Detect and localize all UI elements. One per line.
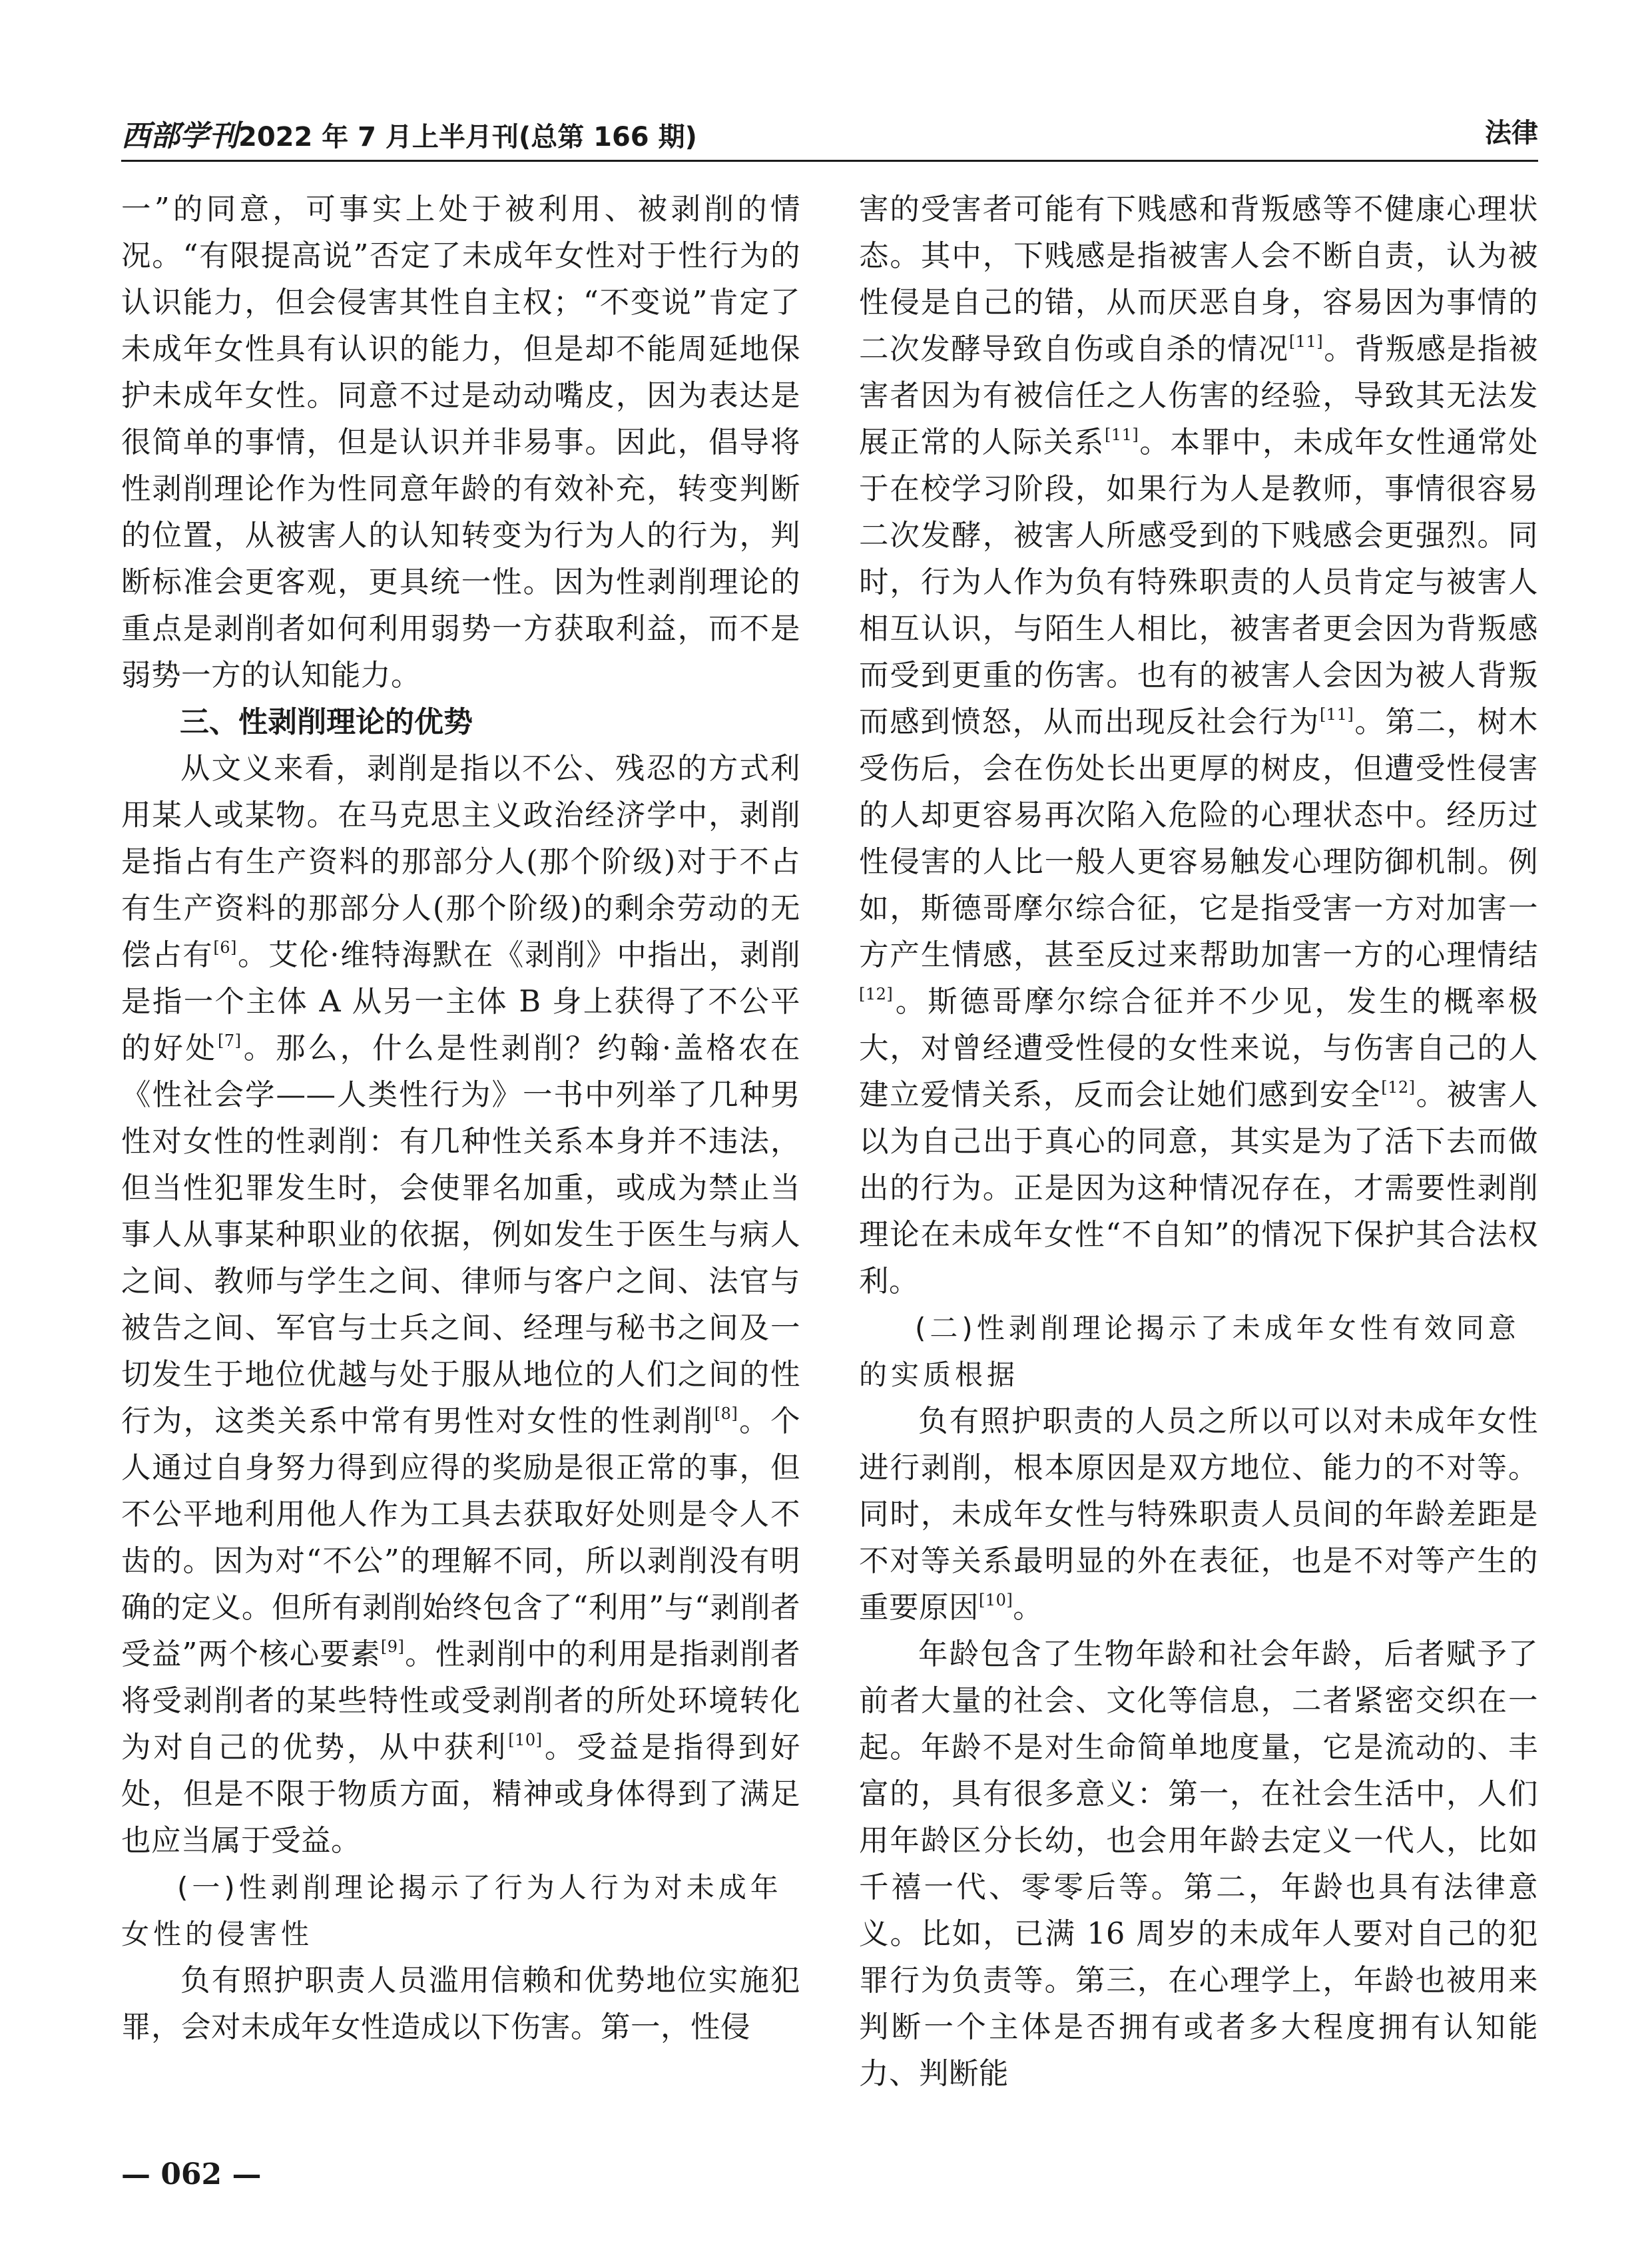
citation: [12] bbox=[859, 985, 894, 1003]
citation: [10] bbox=[979, 1591, 1013, 1609]
issue-label: 2022 年 7 月上半月刊(总第 166 期) bbox=[238, 122, 697, 152]
right-column bbox=[859, 186, 1538, 2104]
journal-logo: 西部学刊 bbox=[121, 119, 238, 153]
subsection-heading: (二)性剥削理论揭示了未成年女性有效同意的实质根据 bbox=[859, 1312, 1520, 1391]
citation: [6] bbox=[213, 938, 237, 957]
journal-issue bbox=[121, 112, 697, 154]
citation: [7] bbox=[217, 1031, 242, 1050]
subsection-heading: (一)性剥削理论揭示了行为人行为对未成年女性的侵害性 bbox=[121, 1871, 782, 1950]
citation: [11] bbox=[1319, 705, 1354, 724]
citation: [10] bbox=[508, 1731, 543, 1749]
running-header bbox=[121, 112, 1538, 152]
citation: [8] bbox=[714, 1404, 738, 1423]
left-column bbox=[121, 186, 800, 2104]
paragraph: 负有照护职责人员滥用信赖和优势地位实施犯罪，会对未成年女性造成以下伤害。第一，性侵 bbox=[121, 1964, 800, 2044]
paragraph: 害的受害者可能有下贱感和背叛感等不健康心理状态。其中，下贱感是指被害人会不断自责，认为被性侵是自己的错，从而厌恶自身，容易因为事情的二次发酵导致自伤或自杀的情况[11]。背叛感是指被害者因为有被信任之人伤害的经验，导致其无法发展正常的人际关系[11]。本罪中，未成年女性通常处于在校学习阶段，如果行为人是教师，事情很容易二次发酵，被害人所感受到的下贱感会更强烈。同时，行为人作为负有特殊职责的人员肯定与被害人相互认识，与陌生人相比，被害者更会因为背叛感而受到更重的伤害。也有的被害人会因为被人背叛而感到愤怒，从而出现反社会行为[11]。第二，树木受伤后，会在伤处长出更厚的树皮，但遭受性侵害的人却更容易再次陷入危险的心理状态中。经历过性侵害的人比一般人更容易触发心理防御机制。例如，斯德哥摩尔综合征，它是指受害一方对加害一方产生情感，甚至反过来帮助加害一方的心理情结[12]。斯德哥摩尔综合征并不少见，发生的概率极大，对曾经遭受性侵的女性来说，与伤害自己的人建立爱情关系，反而会让她们感到安全[12]。被害人以为自己出于真心的同意，其实是为了活下去而做出的行为。正是因为这种情况存在，才需要性剥削理论在未成年女性“不自知”的情况下保护其合法权利。 bbox=[859, 192, 1538, 1298]
paragraph: 年龄包含了生物年龄和社会年龄，后者赋予了前者大量的社会、文化等信息，二者紧密交织在一起。年龄不是对生命简单地度量，它是流动的、丰富的，具有很多意义：第一，在社会生活中，人们用年龄区分长幼，也会用年龄去定义一代人，比如千禧一代、零零后等。第二，年龄也具有法律意义。比如，已满 16 周岁的未成年人要对自己的犯罪行为负责等。第三，在心理学上，年龄也被用来判断一个主体是否拥有或者多大程度拥有认知能力、判断能 bbox=[859, 1637, 1538, 2091]
citation: [12] bbox=[1381, 1078, 1416, 1097]
page-number: — 062 — bbox=[121, 2157, 262, 2191]
citation: [9] bbox=[380, 1637, 405, 1656]
paragraph: 负有照护职责的人员之所以可以对未成年女性进行剥削，根本原因是双方地位、能力的不对等。同时，未成年女性与特殊职责人员间的年龄差距是不对等关系最明显的外在表征，也是不对等产生的重要原因[10]。 bbox=[859, 1404, 1538, 1625]
paragraph: 一”的同意，可事实上处于被利用、被剥削的情况。“有限提高说”否定了未成年女性对于性行为的认识能力，但会侵害其性自主权；“不变说”肯定了未成年女性具有认识的能力，但是却不能周延地保护未成年女性。同意不过是动动嘴皮，因为表达是很简单的事情，但是认识并非易事。因此，倡导将性剥削理论作为性同意年龄的有效补充，转变判断的位置，从被害人的认知转变为行为人的行为，判断标准会更客观，更具统一性。因为性剥削理论的重点是剥削者如何利用弱势一方获取利益，而不是弱势一方的认知能力。 bbox=[121, 192, 800, 693]
citation: [11] bbox=[1105, 425, 1139, 444]
header-rule bbox=[121, 160, 1538, 162]
citation: [11] bbox=[1288, 332, 1324, 351]
section-heading: 三、性剥削理论的优势 bbox=[180, 705, 473, 739]
section-label: 法律 bbox=[1485, 118, 1538, 148]
paragraph: 从文义来看，剥削是指以不公、残忍的方式利用某人或某物。在马克思主义政治经济学中，剥削是指占有生产资料的那部分人(那个阶级)对于不占有生产资料的那部分人(那个阶级)的剩余劳动的无偿占有[6]。艾伦·维特海默在《剥削》中指出，剥削是指一个主体 A 从另一主体 B 身上获得了不公平的好处[7]。那么，什么是性剥削？约翰·盖格农在《性社会学——人类性行为》一书中列举了几种男性对女性的性剥削：有几种性关系本身并不违法，但当性犯罪发生时，会使罪名加重，或成为禁止当事人从事某种职业的依据，例如发生于医生与病人之间、教师与学生之间、律师与客户之间、法官与被告之间、军官与士兵之间、经理与秘书之间及一切发生于地位优越与处于服从地位的人们之间的性行为，这类关系中常有男性对女性的性剥削[8]。个人通过自身努力得到应得的奖励是很正常的事，但不公平地利用他人作为工具去获取好处则是令人不齿的。因为对“不公”的理解不同，所以剥削没有明确的定义。但所有剥削始终包含了“利用”与“剥削者受益”两个核心要素[9]。性剥削中的利用是指剥削者将受剥削者的某些特性或受剥削者的所处环境转化为对自己的优势，从中获利[10]。受益是指得到好处，但是不限于物质方面，精神或身体得到了满足也应当属于受益。 bbox=[121, 752, 800, 1858]
